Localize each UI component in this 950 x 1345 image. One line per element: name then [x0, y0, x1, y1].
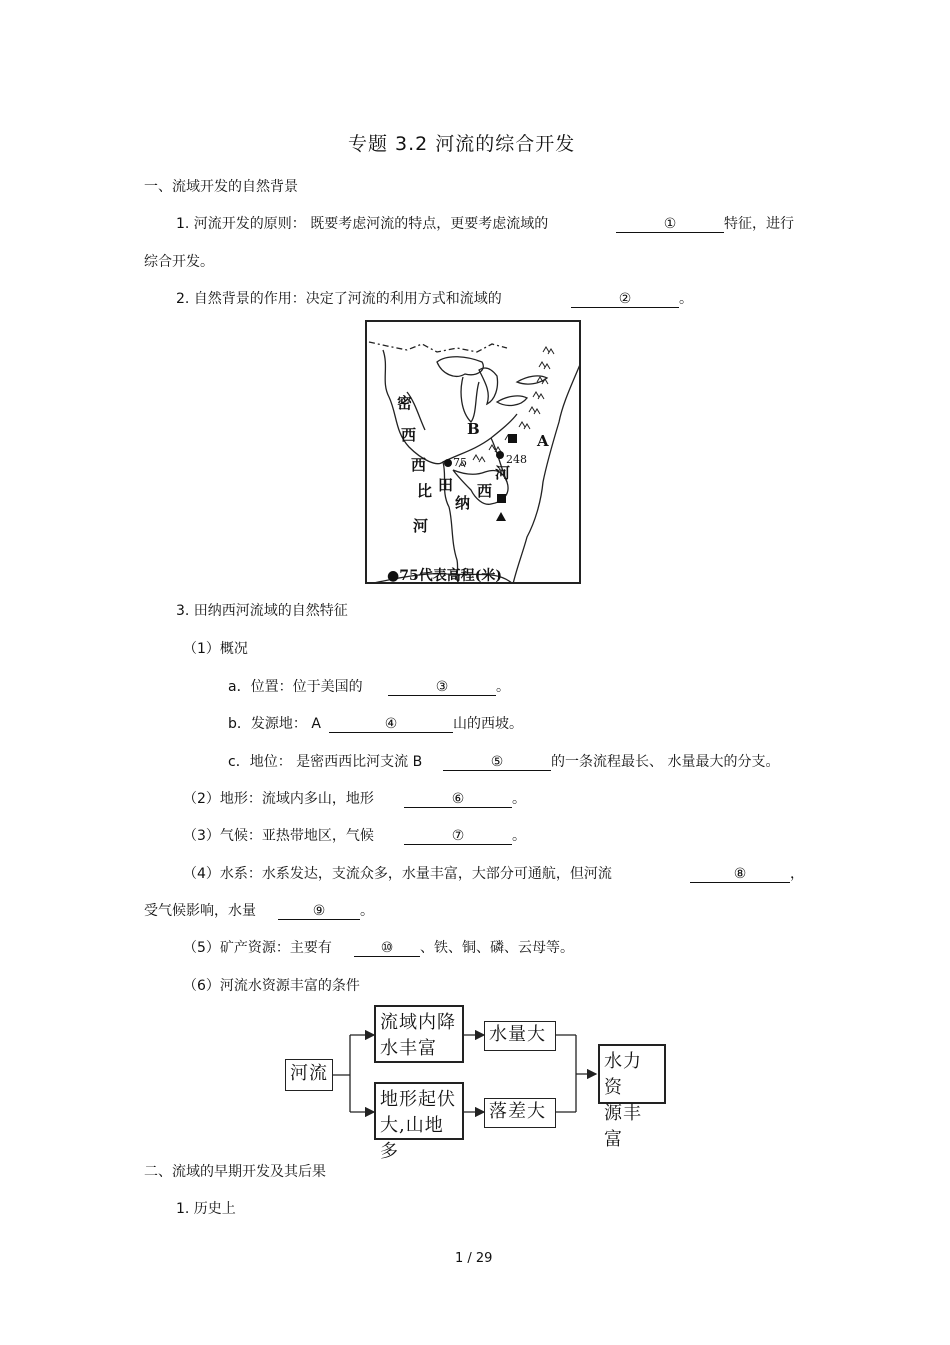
flow-rain-line2: 水丰富 [380, 1038, 437, 1059]
page-number: 1 / 29 [455, 1251, 493, 1266]
flow-box-terrain [374, 1082, 464, 1162]
flow-river-text: 河流 [290, 1063, 328, 1084]
flow-volume-text: 水量大 [489, 1024, 546, 1045]
c-suffix: 的一条流程最长、 水量最大的分支。 [551, 754, 780, 770]
blank-3[interactable]: ③ [388, 679, 496, 696]
a-prefix: a．位置：位于美国的 [228, 679, 363, 695]
c-prefix: c．地位： 是密西西比河支流 B [228, 754, 423, 770]
label-mississippi-1: 密 [397, 394, 413, 412]
item1-continuation: 综合开发。 [144, 254, 214, 270]
blank-7[interactable]: ⑦ [404, 828, 512, 845]
blank-2[interactable]: ② [571, 291, 679, 308]
section1-heading: 一、流域开发的自然背景 [144, 179, 298, 195]
item2-blank-wrap [571, 288, 693, 308]
blank-9[interactable]: ⑨ [278, 903, 360, 920]
flow-drop-text: 落差大 [489, 1101, 546, 1122]
item3-s6: （6）河流水资源丰富的条件 [183, 978, 360, 994]
flow-terrain-line2: 大,山地多 [380, 1115, 444, 1162]
label-mississippi-3: 西 [411, 456, 427, 474]
b-blank-wrap [329, 713, 523, 733]
s4-prefix: （4）水系：水系发达，支流众多，水量丰富，大部分可通航，但河流 [183, 866, 612, 882]
s2-suffix: 。 [512, 791, 526, 807]
item1-prefix: 1. 河流开发的原则： 既要考虑河流的特点，更要考虑流域的 [176, 216, 549, 232]
section1-item2 [176, 288, 502, 308]
city-square-2 [497, 494, 506, 503]
flow-box-result [598, 1044, 666, 1150]
label-tennessee-3: 西 [477, 482, 493, 500]
b-suffix: 山的西坡。 [453, 716, 523, 732]
city-square-1 [508, 434, 517, 443]
s4-suffix: ， [790, 866, 804, 882]
s5-suffix: 、铁、铜、磷、云母等。 [420, 940, 574, 956]
section2-heading: 二、流域的早期开发及其后果 [144, 1164, 326, 1180]
blank-8[interactable]: ⑧ [690, 866, 790, 883]
flow-rain-line1: 流域内降 [380, 1012, 456, 1033]
section1-item1 [176, 213, 548, 233]
item3-b [228, 713, 321, 733]
item3-s4 [183, 863, 612, 883]
a-blank-wrap [388, 676, 510, 696]
s2-blank-wrap [404, 788, 526, 808]
item3-s5 [183, 937, 332, 957]
item3-s2 [183, 788, 374, 808]
item3-heading: 3. 田纳西河流域的自然特征 [176, 603, 348, 619]
flow-box-drop [484, 1098, 556, 1128]
map-legend: ●75代表高程(米) [387, 568, 502, 584]
label-mississippi-2: 西 [401, 426, 417, 444]
label-b: B [467, 420, 480, 438]
s4-cont-blank-wrap [278, 900, 374, 920]
item2-suffix: 。 [679, 291, 693, 307]
s3-prefix: （3）气候：亚热带地区，气候 [183, 828, 374, 844]
item1-suffix: 特征，进行 [724, 216, 794, 232]
item3-a [228, 676, 363, 696]
c-blank-wrap [443, 751, 779, 771]
s4-cont-prefix: 受气候影响，水量 [144, 903, 256, 919]
map-drawing [367, 322, 581, 584]
elevation-75: 75 [453, 456, 467, 469]
label-a: A [537, 432, 549, 450]
item3-s4-cont [144, 900, 256, 920]
blank-5[interactable]: ⑤ [443, 754, 551, 771]
page-title: 专题 3.2 河流的综合开发 [348, 133, 576, 155]
item3-sub1: （1）概况 [183, 641, 248, 657]
flow-result-line2: 源丰富 [604, 1103, 642, 1150]
s4-blank-wrap [690, 863, 804, 883]
label-tennessee-1: 田 [438, 476, 454, 494]
s5-blank-wrap [354, 937, 574, 957]
flow-box-volume [484, 1021, 556, 1051]
label-mississippi-4: 比 [417, 482, 433, 500]
label-mississippi-5: 河 [413, 517, 429, 535]
s4-cont-suffix: 。 [360, 903, 374, 919]
flow-result-line1: 水力资 [604, 1051, 642, 1098]
flow-box-river [285, 1059, 333, 1091]
item1-blank-wrap [616, 213, 794, 233]
item3-s3 [183, 825, 374, 845]
blank-10[interactable]: ⑩ [354, 940, 420, 957]
tennessee-map [365, 320, 581, 584]
blank-4[interactable]: ④ [329, 716, 453, 733]
section2-item1: 1. 历史上 [176, 1201, 236, 1217]
elevation-248: 248 [506, 453, 527, 466]
s5-prefix: （5）矿产资源：主要有 [183, 940, 332, 956]
elevation-point-248 [496, 451, 504, 459]
item2-prefix: 2. 自然背景的作用：决定了河流的利用方式和流域的 [176, 291, 502, 307]
a-suffix: 。 [496, 679, 510, 695]
item3-c [228, 751, 422, 771]
elevation-point-75 [444, 459, 452, 467]
triangle-marker [496, 512, 506, 521]
label-tennessee-2: 纳 [455, 494, 471, 512]
flow-box-rain [374, 1005, 464, 1063]
s2-prefix: （2）地形：流域内多山，地形 [183, 791, 374, 807]
blank-6[interactable]: ⑥ [404, 791, 512, 808]
b-prefix: b．发源地： A [228, 716, 321, 732]
blank-1[interactable]: ① [616, 216, 724, 233]
s3-suffix: 。 [512, 828, 526, 844]
label-tennessee-4: 河 [495, 464, 511, 482]
s3-blank-wrap [404, 825, 526, 845]
flow-terrain-line1: 地形起伏 [380, 1089, 456, 1110]
